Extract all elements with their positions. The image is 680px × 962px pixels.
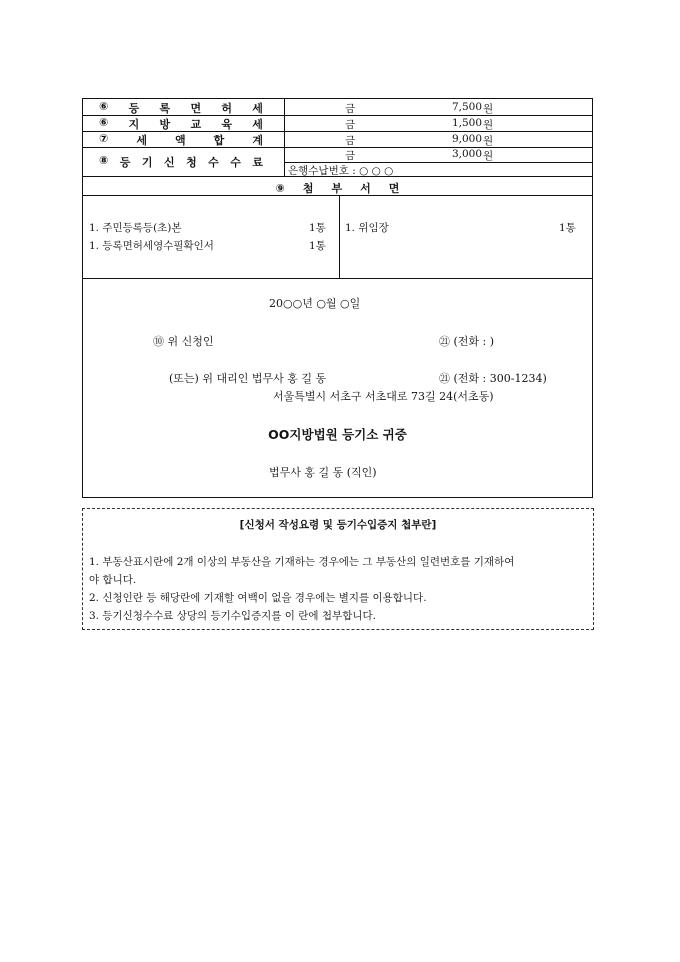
agent-address: 서울특별시 서초구 서초대로 73길 24(서초동) bbox=[273, 390, 494, 403]
fee-unit: 원 bbox=[483, 103, 494, 115]
fee-geum: 금 bbox=[345, 103, 356, 115]
instruction-line: 2. 신청인란 등 해당란에 기재할 여백이 없을 경우에는 별지를 이용합니다. bbox=[89, 592, 427, 604]
fee-unit: 원 bbox=[483, 119, 494, 131]
instruction-line: 3. 등기신청수수료 상당의 등기수입증지를 이 란에 첩부합니다. bbox=[89, 610, 376, 622]
instruction-line: 1. 부동산표시란에 2개 이상의 부동산을 기재하는 경우에는 그 부동산의 일련번호를 기재하여 bbox=[89, 556, 515, 568]
column-divider bbox=[339, 195, 340, 278]
attachment-item: 1. 등록면허세영수필확인서 bbox=[89, 240, 214, 252]
attachment-count: 1통 bbox=[309, 240, 326, 252]
registration-form bbox=[82, 98, 593, 498]
agent-line: (또는) 위 대리인 법무사 홍 길 동 bbox=[169, 372, 327, 385]
fee-geum: 금 bbox=[345, 135, 356, 147]
fee-label-filing-fee: ⑧ 등 기 신 청 수 수 료 bbox=[99, 154, 264, 169]
fee-unit: 원 bbox=[483, 135, 494, 147]
applicant-label: ⑩ 위 신청인 bbox=[153, 335, 214, 348]
fee-unit: 원 bbox=[483, 150, 494, 162]
filing-date: 20○○년 ○월 ○일 bbox=[269, 297, 361, 310]
attachment-item: 1. 위임장 bbox=[345, 222, 389, 234]
fee-amount: 7,500 bbox=[451, 101, 482, 113]
fee-geum: 금 bbox=[345, 119, 356, 131]
instruction-line: 야 합니다. bbox=[89, 574, 137, 586]
applicant-phone: ㉑ (전화 : ) bbox=[439, 335, 495, 348]
fee-amount: 1,500 bbox=[451, 117, 482, 129]
instructions-title: [신청서 작성요령 및 등기수입증지 첩부란] bbox=[239, 519, 437, 531]
court-addressee: OO지방법원 등기소 귀중 bbox=[268, 427, 407, 442]
fee-label-education-tax: ⑥ 지 방 교 육 세 bbox=[99, 116, 264, 131]
attachment-item: 1. 주민등록등(초)본 bbox=[89, 222, 182, 234]
column-divider bbox=[284, 99, 285, 177]
attachment-count: 1통 bbox=[309, 222, 326, 234]
fee-amount: 3,000 bbox=[451, 148, 482, 160]
fee-label-tax-total: ⑦ 세 액 합 계 bbox=[99, 132, 264, 147]
fee-label-registration-tax: ⑥ 등 록 면 허 세 bbox=[99, 100, 264, 115]
fee-geum: 금 bbox=[345, 150, 356, 162]
attachment-count: 1통 bbox=[559, 222, 576, 234]
clerk-signature: 법무사 홍 길 동 (직인) bbox=[269, 466, 377, 479]
bank-receipt-number: 은행수납번호 : ○ ○ ○ bbox=[288, 165, 394, 177]
agent-phone: ㉑ (전화 : 300-1234) bbox=[439, 372, 547, 385]
attachments-title: ⑨ 첨 부 서 면 bbox=[275, 182, 400, 195]
fee-amount: 9,000 bbox=[451, 133, 482, 145]
instructions-box bbox=[82, 508, 594, 630]
section-divider bbox=[83, 278, 592, 279]
